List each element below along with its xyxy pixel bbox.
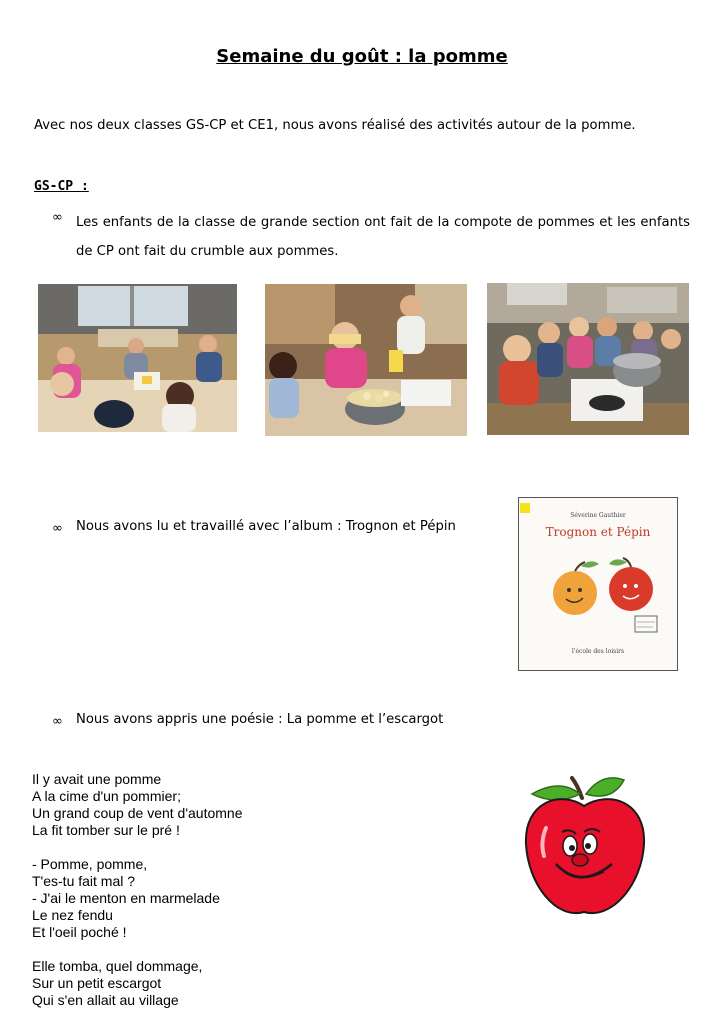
poem-line: Sur un petit escargot bbox=[32, 975, 162, 991]
section-heading: GS-CP : bbox=[34, 179, 89, 194]
poem-stanza bbox=[32, 856, 243, 941]
cartoon-apple-illustration bbox=[520, 772, 650, 922]
bullet-icon: ∞ bbox=[52, 210, 63, 225]
bullet-album: Nous avons lu et travaillé avec l’album : Trognon et Pépin bbox=[76, 519, 456, 534]
poem-line: A la cime d'un pommier; bbox=[32, 788, 181, 804]
poem-line: Elle tomba, quel dommage, bbox=[32, 958, 203, 974]
poem-line: Un grand coup de vent d'automne bbox=[32, 805, 243, 821]
bullet-icon: ∞ bbox=[52, 521, 63, 536]
poem-line: La fit tomber sur le pré ! bbox=[32, 822, 180, 838]
book-publisher: l'école des loisirs bbox=[571, 648, 625, 655]
poem-line: Et l'oeil poché ! bbox=[32, 924, 127, 940]
poem-line: T'es-tu fait mal ? bbox=[32, 873, 136, 889]
book-title: Trognon et Pépin bbox=[545, 525, 651, 539]
bullet-compote-crumble: Les enfants de la classe de grande section ont fait de la compote de pommes et les enfants de CP ont fait du crumble aux pommes. bbox=[76, 215, 690, 259]
photo-children-around-cooker bbox=[487, 283, 689, 435]
photo-children-peeling-apples bbox=[38, 284, 237, 432]
poem-line: - J'ai le menton en marmelade bbox=[32, 890, 220, 906]
poem-stanza bbox=[32, 771, 243, 839]
poem bbox=[32, 771, 243, 1026]
book-cover bbox=[518, 497, 678, 671]
bullet-icon: ∞ bbox=[52, 714, 63, 729]
poem-stanza bbox=[32, 958, 243, 1009]
poem-line: Qui s'en allait au village bbox=[32, 992, 179, 1008]
poem-line: Le nez fendu bbox=[32, 907, 113, 923]
intro-paragraph: Avec nos deux classes GS-CP et CE1, nous avons réalisé des activités autour de la pomme. bbox=[34, 118, 636, 133]
poem-line: - Pomme, pomme, bbox=[32, 856, 148, 872]
bullet-poem: Nous avons appris une poésie : La pomme et l’escargot bbox=[76, 712, 444, 727]
book-author: Séverine Gauthier bbox=[570, 512, 626, 519]
photo-child-with-pot bbox=[265, 284, 467, 436]
page-title: Semaine du goût : la pomme bbox=[216, 46, 508, 67]
poem-line: Il y avait une pomme bbox=[32, 771, 162, 787]
